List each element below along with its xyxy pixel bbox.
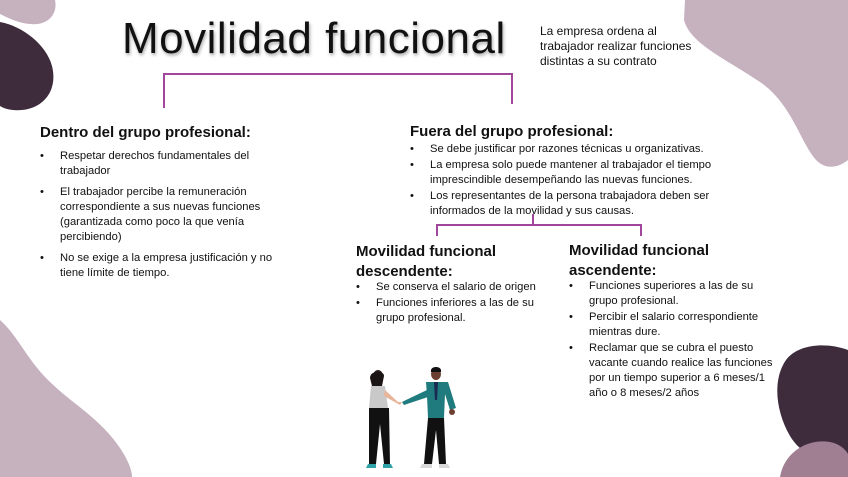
list-item: • Funciones inferiores a las de su grupo profesional. — [356, 296, 556, 326]
list-item: • Reclamar que se cubra el puesto vacante cuando realice las funciones por un tiempo superior a 6 meses/1 año o 8 meses/2 años — [569, 341, 784, 401]
handshake-illustration — [360, 364, 470, 474]
descending-mobility-list — [356, 280, 556, 327]
list-item: • Los representantes de la persona trabajadora deben ser informados de la movilidad y sus causas. — [410, 189, 740, 219]
page-title: Movilidad funcional — [122, 14, 506, 63]
within-group-list — [40, 149, 275, 287]
list-item: • El trabajador percibe la remuneración correspondiente a sus nuevas funciones (garantizada como poco la que venía percibiendo) — [40, 185, 275, 245]
list-item: • Respetar derechos fundamentales del trabajador — [40, 149, 275, 179]
title-description: La empresa ordena al trabajador realizar funciones distintas a su contrato — [540, 24, 692, 68]
outside-group-list — [410, 142, 740, 220]
descending-mobility-heading: Movilidad funcional descendente: — [356, 243, 497, 280]
list-item: • Se debe justificar por razones técnicas u organizativas. — [410, 142, 740, 157]
ascending-mobility-list — [569, 279, 784, 402]
list-item: • No se exige a la empresa justificación y no tiene límite de tiempo. — [40, 251, 275, 281]
woman-figure — [366, 370, 402, 468]
list-item: • Se conserva el salario de origen — [356, 280, 556, 295]
list-item: • Percibir el salario correspondiente mientras dure. — [569, 310, 784, 340]
within-group-heading: Dentro del grupo profesional: — [40, 124, 251, 141]
list-item: • La empresa solo puede mantener al trabajador el tiempo imprescindible desempeñando las nuevas funciones. — [410, 158, 740, 188]
outside-group-heading: Fuera del grupo profesional: — [410, 123, 614, 140]
man-figure — [402, 367, 456, 468]
title-bracket — [164, 74, 512, 108]
list-item: • Funciones superiores a las de su grupo profesional. — [569, 279, 784, 309]
ascending-mobility-heading: Movilidad funcional ascendente: — [569, 242, 710, 279]
